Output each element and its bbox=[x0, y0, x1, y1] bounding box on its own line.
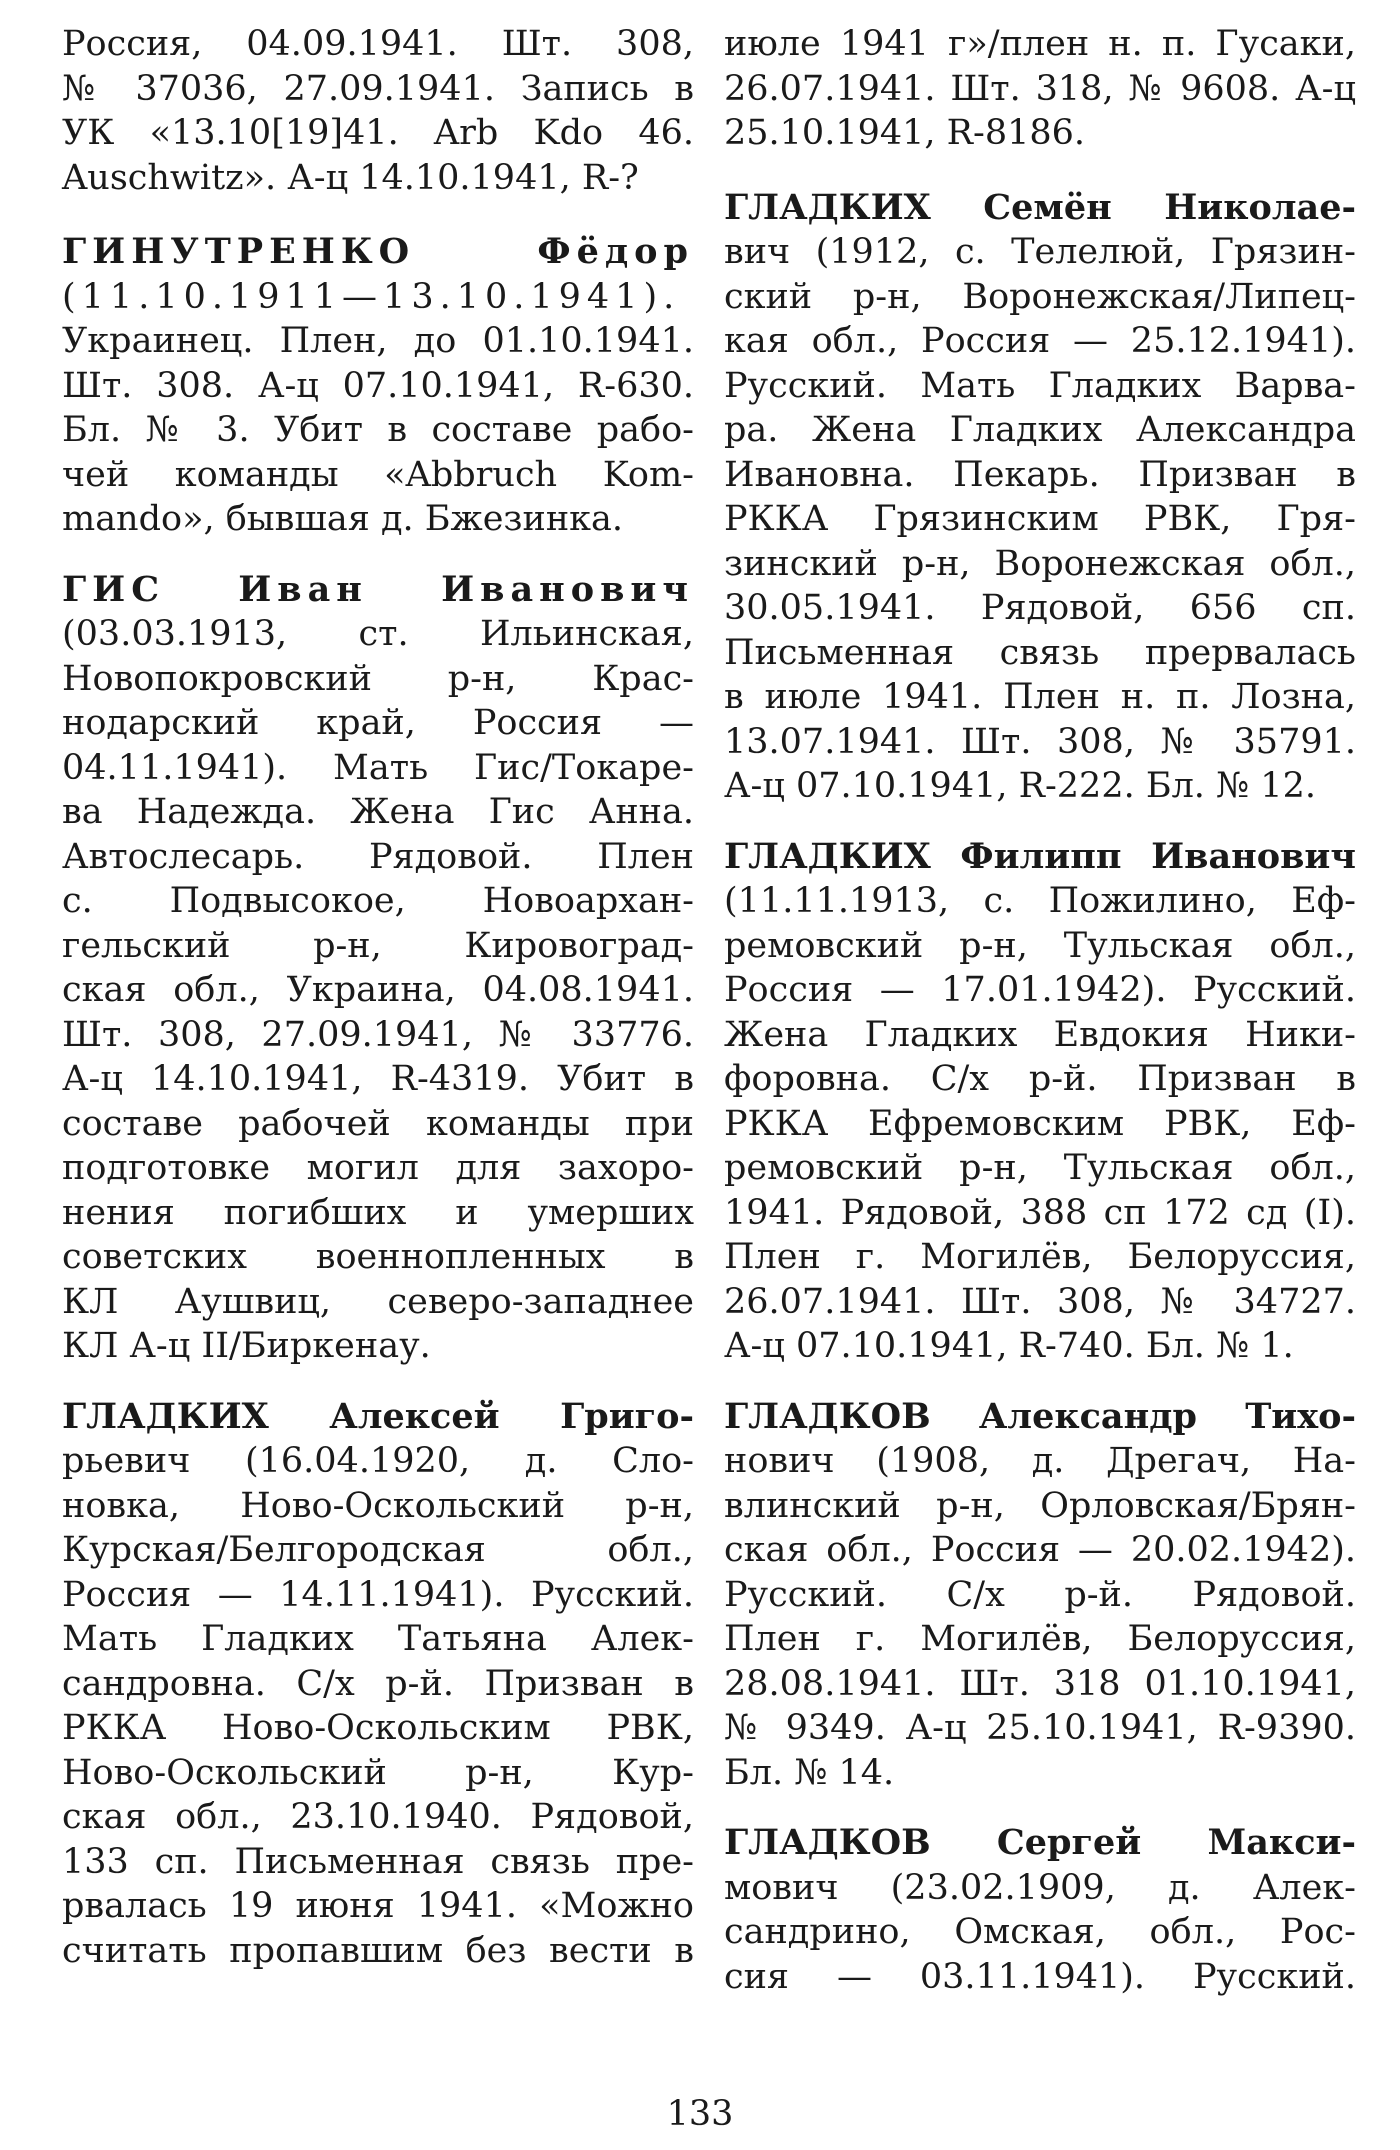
entry-line: Россия — 17.01.1942). Русский. bbox=[724, 970, 1356, 1010]
entry-line: Шт. 308. А-ц 07.10.1941, R-630. bbox=[62, 365, 694, 406]
entry-line: ра. Жена Гладких Александра bbox=[724, 410, 1356, 450]
entry-line: 1941. Рядовой, 388 сп 172 сд (I). bbox=[724, 1192, 1356, 1233]
entry-line: Русский. Мать Гладких Варва- bbox=[724, 365, 1356, 406]
entry-line: зинский р-н, Воронежская обл., bbox=[724, 543, 1356, 584]
entry-line: ская обл., Украина, 04.08.1941. bbox=[62, 970, 694, 1010]
entry-line: № 9349. А-ц 25.10.1941, R-9390. bbox=[724, 1708, 1356, 1748]
entry-heading: ГЛАДКИХ Семён Николае- bbox=[724, 186, 1356, 228]
entry-line: КЛ А-ц II/Биркенау. bbox=[62, 1326, 431, 1366]
entry-gladkikh-filipp bbox=[724, 835, 1356, 1369]
entry-line: 13.07.1941. Шт. 308, № 35791. bbox=[724, 721, 1356, 762]
entry-line: УК «13.10[19]41. Arb Kdo 46. bbox=[62, 113, 694, 153]
entry-line: влинский р-н, Орловская/Брян- bbox=[724, 1485, 1356, 1526]
entry-continuation bbox=[62, 22, 694, 200]
entry-line: ва Надежда. Жена Гис Анна. bbox=[62, 792, 694, 832]
entry-line: ский р-н, Воронежская/Липец- bbox=[724, 276, 1356, 317]
entry-line: 28.08.1941. Шт. 318 01.10.1941, bbox=[724, 1663, 1356, 1704]
left-column bbox=[62, 22, 694, 1999]
entry-heading: ГИНУТРЕНКО Фёдор bbox=[62, 231, 694, 272]
entry-line: Плен г. Могилёв, Белоруссия, bbox=[724, 1619, 1356, 1659]
entry-heading: ГИС Иван Иванович bbox=[62, 568, 694, 610]
entry-heading: ГЛАДКОВ Александр Тихо- bbox=[724, 1395, 1356, 1437]
entry-line: с. Подвысокое, Новоархан- bbox=[62, 881, 694, 921]
entry-line: А-ц 07.10.1941, R-740. Бл. № 1. bbox=[724, 1326, 1294, 1366]
entry-line: кая обл., Россия — 25.12.1941). bbox=[724, 321, 1356, 361]
entry-line: советских военнопленных в bbox=[62, 1237, 694, 1277]
entry-line: ская обл., Россия — 20.02.1942). bbox=[724, 1530, 1356, 1570]
entry-line: ремовский р-н, Тульская обл., bbox=[724, 1148, 1356, 1188]
entry-line: Новопокровский р-н, Крас- bbox=[62, 658, 694, 699]
entry-line: рьевич (16.04.1920, д. Сло- bbox=[62, 1441, 694, 1481]
entry-line: нодарский край, Россия — bbox=[62, 703, 694, 743]
entry-line: сия — 03.11.1941). Русский. bbox=[724, 1956, 1356, 1997]
entry-line: А-ц 07.10.1941, R-222. Бл. № 12. bbox=[724, 766, 1316, 806]
entry-line: Россия, 04.09.1941. Шт. 308, bbox=[62, 24, 694, 64]
entry-line: новка, Ново-Оскольский р-н, bbox=[62, 1485, 694, 1526]
entry-line: Плен г. Могилёв, Белоруссия, bbox=[724, 1237, 1356, 1277]
entry-line: Мать Гладких Татьяна Алек- bbox=[62, 1619, 694, 1659]
entry-line: подготовке могил для захоро- bbox=[62, 1148, 694, 1188]
entry-line: РККА Грязинским РВК, Гря- bbox=[724, 499, 1356, 539]
entry-gladkov-aleksandr bbox=[724, 1395, 1356, 1796]
entry-line: считать пропавшим без вести в bbox=[62, 1930, 694, 1971]
entry-line: 26.07.1941. Шт. 308, № 34727. bbox=[724, 1281, 1356, 1322]
entry-gladkov-sergey bbox=[724, 1821, 1356, 1999]
entry-line: РККА Ново-Оскольским РВК, bbox=[62, 1708, 694, 1748]
entry-line: Автослесарь. Рядовой. Плен bbox=[62, 836, 694, 877]
entry-line: Бл. № 3. Убит в составе рабо- bbox=[62, 410, 694, 450]
entry-heading: ГЛАДКОВ Сергей Макси- bbox=[724, 1822, 1356, 1863]
entry-line: нения погибших и умерших bbox=[62, 1192, 694, 1233]
entry-line: Жена Гладких Евдокия Ники- bbox=[724, 1014, 1356, 1055]
entry-gladkikh-semyon bbox=[724, 186, 1356, 809]
entry-line: А-ц 14.10.1941, R-4319. Убит в bbox=[62, 1059, 694, 1099]
entry-ginutrenko bbox=[62, 230, 694, 542]
entry-line: рвалась 19 июня 1941. «Можно bbox=[62, 1886, 694, 1926]
entry-line: вич (1912, с. Телелюй, Грязин- bbox=[724, 232, 1356, 272]
entry-line: Письменная связь прервалась bbox=[724, 632, 1356, 673]
entry-line: Шт. 308, 27.09.1941, № 33776. bbox=[62, 1014, 694, 1055]
entry-line: (03.03.1913, ст. Ильинская, bbox=[62, 614, 694, 654]
entry-line: КЛ Аушвиц, северо-западнее bbox=[62, 1281, 694, 1322]
entry-line: нович (1908, д. Дрегач, На- bbox=[724, 1441, 1356, 1481]
entry-line: Auschwitz». А-ц 14.10.1941, R-? bbox=[62, 157, 639, 198]
entry-line: сандрино, Омская, обл., Рос- bbox=[724, 1912, 1356, 1952]
entry-line: 04.11.1941). Мать Гис/Токаре- bbox=[62, 747, 694, 788]
entry-line: июле 1941 г»/плен н. п. Гусаки, bbox=[724, 24, 1356, 64]
entry-line: 133 сп. Письменная связь пре- bbox=[62, 1841, 694, 1882]
entry-line: мович (23.02.1909, д. Алек- bbox=[724, 1867, 1356, 1908]
entry-heading: ГЛАДКИХ Алексей Григо- bbox=[62, 1395, 694, 1437]
entry-line: ремовский р-н, Тульская обл., bbox=[724, 925, 1356, 966]
entry-line: Русский. С/х р-й. Рядовой. bbox=[724, 1574, 1356, 1615]
entry-continuation bbox=[724, 22, 1356, 156]
entry-line: в июле 1941. Плен н. п. Лозна, bbox=[724, 677, 1356, 717]
entry-line: Ивановна. Пекарь. Призван в bbox=[724, 454, 1356, 495]
entry-gis bbox=[62, 568, 694, 1369]
entry-heading: ГЛАДКИХ Филипп Иванович bbox=[724, 835, 1356, 877]
entry-line: Ново-Оскольский р-н, Кур- bbox=[62, 1752, 694, 1793]
entry-line: ская обл., 23.10.1940. Рядовой, bbox=[62, 1797, 694, 1837]
entry-line: сандровна. С/х р-й. Призван в bbox=[62, 1663, 694, 1704]
entry-line: mando», бывшая д. Бжезинка. bbox=[62, 499, 624, 539]
entry-line: Россия — 14.11.1941). Русский. bbox=[62, 1574, 694, 1615]
entry-line: № 37036, 27.09.1941. Запись в bbox=[62, 68, 694, 109]
entry-gladkikh-aleksey bbox=[62, 1395, 694, 1974]
page-number: 133 bbox=[666, 2094, 734, 2134]
entry-line: Украинец. Плен, до 01.10.1941. bbox=[62, 321, 694, 361]
entry-line: Бл. № 14. bbox=[724, 1752, 895, 1793]
entry-line: 30.05.1941. Рядовой, 656 сп. bbox=[724, 588, 1356, 628]
right-column bbox=[724, 22, 1356, 2025]
entry-line: РККА Ефремовским РВК, Еф- bbox=[724, 1103, 1356, 1144]
entry-line: форовна. С/х р-й. Призван в bbox=[724, 1059, 1356, 1099]
entry-line: гельский р-н, Кировоград- bbox=[62, 925, 694, 966]
entry-line: составе рабочей команды при bbox=[62, 1103, 694, 1144]
entry-line: (11.10.1911—13.10.1941). bbox=[62, 276, 681, 317]
entry-line: 25.10.1941, R-8186. bbox=[724, 113, 1086, 153]
entry-line: чей команды «Abbruch Kom- bbox=[62, 454, 694, 495]
entry-line: Курская/Белгородская обл., bbox=[62, 1530, 694, 1570]
entry-line: 26.07.1941. Шт. 318, № 9608. А-ц bbox=[724, 68, 1356, 109]
entry-line: (11.11.1913, с. Пожилино, Еф- bbox=[724, 881, 1356, 921]
